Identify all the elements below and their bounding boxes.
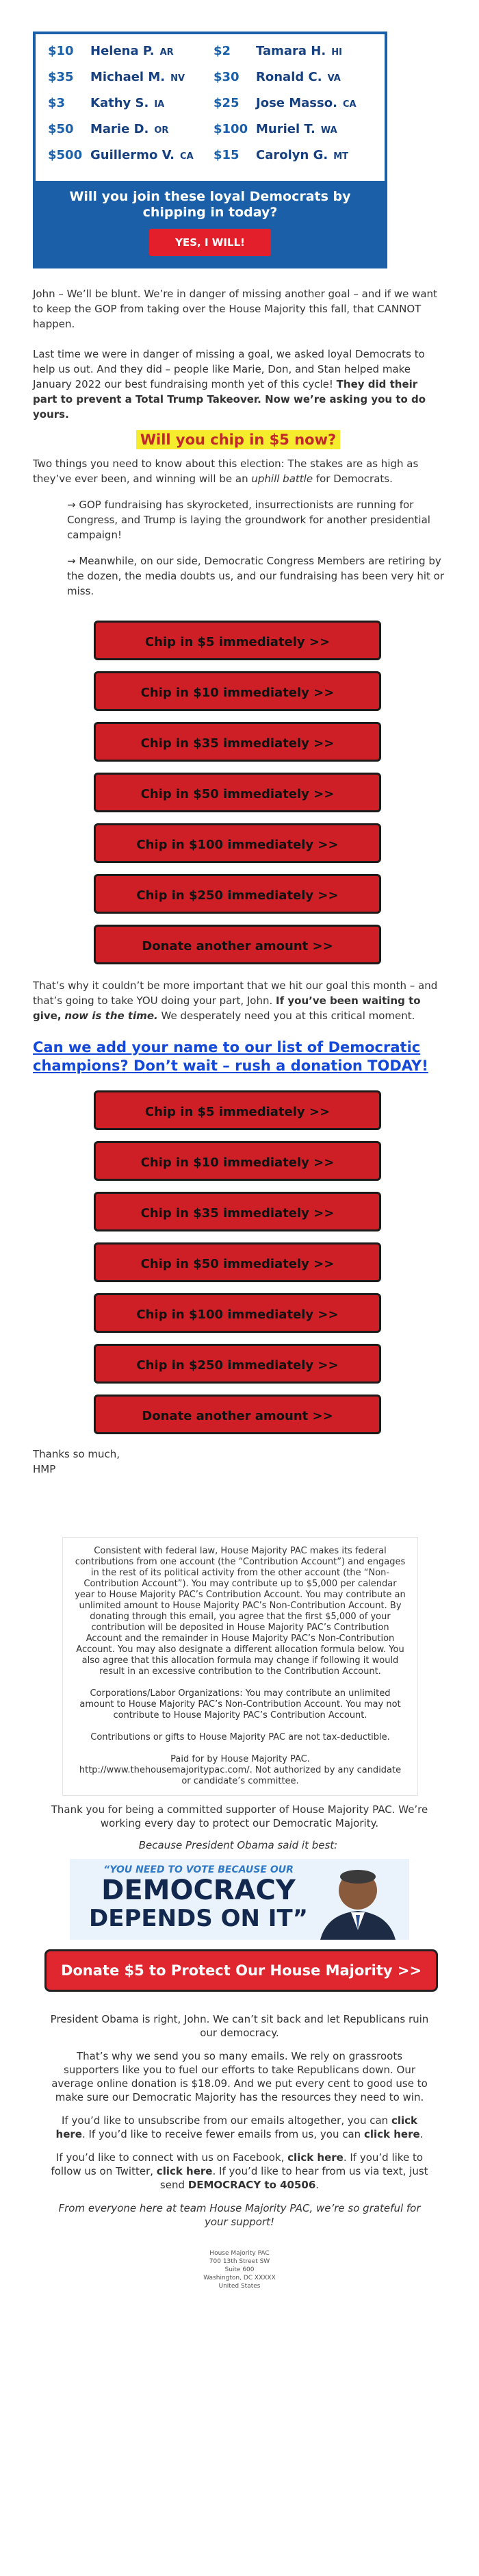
quote-line-1: “YOU NEED TO VOTE BECAUSE OUR <box>103 1864 294 1875</box>
obama-said-it-best: Because President Obama said it best: <box>138 1839 338 1851</box>
quote-text-block <box>82 1864 315 1931</box>
legal-paragraph-3: Contributions or gifts to House Majority PAC are not tax-deductible. <box>90 1732 390 1742</box>
donor-name: Muriel T. <box>256 122 315 136</box>
footer-paragraph-2: That’s why we send you so many emails. We rely on grassroots supporters like you to fuel our efforts to take Republicans down. Our average online donation is $18.09. And we put every cent to good use to make sure our Democratic Majority has the resources they need to win. <box>51 2050 428 2103</box>
bullet-democrats-retiring: → Meanwhile, on our side, Democratic Congress Members are retiring by the dozen, the media doubts us, and our fundraising has been very hit or miss. <box>67 555 445 597</box>
address-line: House Majority PAC <box>209 2250 270 2257</box>
middle-text: That’s why it couldn’t be more important that we hit our goal this month – and that’s going to take YOU doing your part, John. <box>33 979 438 1007</box>
mailing-address <box>0 2249 479 2290</box>
donor-state: VA <box>327 73 341 84</box>
connect-paragraph <box>48 2151 431 2192</box>
donor-amount: $30 <box>213 70 240 84</box>
donor-entry <box>213 148 372 174</box>
donor-state: OR <box>154 125 169 136</box>
yes-i-will-button[interactable]: YES, I WILL! <box>149 229 271 256</box>
middle-paragraph <box>33 978 443 1023</box>
address-line: 700 13th Street SW <box>209 2258 270 2265</box>
connect-text-b: . If you’d like to follow us on Twitter, <box>51 2151 423 2177</box>
intro-paragraph-3 <box>33 456 443 486</box>
unsubscribe-paragraph <box>48 2114 431 2141</box>
donation-buttons-2 <box>0 1090 479 1434</box>
chip-in-button[interactable]: Chip in $10 immediately >> <box>94 671 381 711</box>
chip-in-highlight[interactable]: Will you chip in $5 now? <box>136 430 340 449</box>
donor-entry <box>48 96 207 122</box>
donor-state: IA <box>154 99 165 110</box>
paid-for-by: Paid for by House Majority PAC. <box>170 1754 310 1764</box>
bullet-gop-fundraising: → GOP fundraising has skyrocketed, insurrectionists are running for Congress, and Trump is laying the groundwork for another presidential campaign! <box>67 499 430 541</box>
donor-state: AR <box>159 47 174 58</box>
connect-text-d: . <box>315 2179 320 2191</box>
donor-state: MT <box>333 151 349 162</box>
chip-in-button[interactable]: Chip in $50 immediately >> <box>94 773 381 812</box>
unsubscribe-link[interactable]: click here <box>55 2114 417 2140</box>
chip-in-button[interactable]: Chip in $35 immediately >> <box>94 1192 381 1231</box>
chip-in-button[interactable]: Chip in $35 immediately >> <box>94 722 381 762</box>
address-line: Suite 600 <box>224 2266 255 2273</box>
connect-text-c: . If you’d like to hear from us via text, just send <box>159 2165 428 2191</box>
donor-amount: $100 <box>213 122 248 136</box>
intro-paragraph-1: John – We’ll be blunt. We’re in danger of missing another goal – and if we want to keep the GOP from taking over the House Majority this fall, that CANNOT happen. <box>33 288 437 330</box>
signoff-thanks: Thanks so much, <box>33 1448 120 1460</box>
text-democracy-command: DEMOCRACY to 40506 <box>187 2179 316 2191</box>
donor-name: Marie D. <box>90 122 149 136</box>
legal-disclaimer <box>62 1537 418 1796</box>
donor-entry <box>48 148 207 174</box>
donor-state: NV <box>170 73 185 84</box>
donate-another-amount-button[interactable]: Donate another amount >> <box>94 1395 381 1434</box>
donor-state: WA <box>320 125 337 136</box>
donor-amount: $500 <box>48 148 83 162</box>
donor-entry <box>213 70 372 96</box>
connect-text-a: If you’d like to connect with us on Facebook, <box>56 2151 285 2164</box>
chip-in-button[interactable]: Chip in $10 immediately >> <box>94 1141 381 1181</box>
banner-call-to-action <box>36 181 385 266</box>
donor-amount: $25 <box>213 96 240 110</box>
unsub-text-a: If you’d like to unsubscribe from our emails altogether, you can <box>61 2114 389 2127</box>
fewer-emails-link[interactable]: click here <box>363 2128 420 2140</box>
donor-amount: $3 <box>48 96 66 110</box>
middle-end: We desperately need you at this critical moment. <box>161 1010 415 1022</box>
chip-in-button[interactable]: Chip in $250 immediately >> <box>94 1344 381 1384</box>
facebook-link[interactable]: click here <box>287 2151 344 2164</box>
donor-name: Kathy S. <box>90 96 149 110</box>
chip-in-button[interactable]: Chip in $5 immediately >> <box>94 621 381 660</box>
donor-entry <box>213 96 372 122</box>
now-is-the-time-text: now is the time. <box>64 1010 158 1022</box>
donor-amount: $35 <box>48 70 74 84</box>
signoff-signature: HMP <box>33 1463 56 1475</box>
footer-thanks: Thank you for being a committed supporter of House Majority PAC. We’re working every day to protect our Democratic Majority. <box>51 1803 428 1829</box>
chip-in-button[interactable]: Chip in $100 immediately >> <box>94 823 381 863</box>
intro-paragraph-2 <box>33 347 443 422</box>
legal-paragraph-1: Consistent with federal law, House Majority PAC makes its federal contributions from one account (the “Contribution Account”) and engages in the rest of its political activity from the other account (the “Non-Contribution Account”). You may contribute up to $5,000 per calendar year to House Majority PAC’s Contribution Account. You may contribute an unlimited amount to House Majority PAC’s Non-Contribution Account. By donating through this email, you agree that the first $5,000 of your contribution will be deposited in House Majority PAC’s Contribution Account and the remainder in House Majority PAC’s Non-Contribution Account. You may also designate a different allocation formula below. You also agree that this allocation formula may change if following it would result in an excessive contribution to the Contribution Account. <box>75 1546 406 1677</box>
chip-in-button[interactable]: Chip in $100 immediately >> <box>94 1293 381 1333</box>
legal-paragraph-2: Corporations/Labor Organizations: You may contribute an unlimited amount to House Majority PAC’s Non-Contribution Account. You may not contribute to House Majority PAC’s Contribution Account. <box>79 1688 401 1721</box>
unsub-text-c: . <box>419 2128 424 2140</box>
quote-line-3: DEPENDS ON IT” <box>89 1905 308 1932</box>
donation-buttons-1 <box>0 621 479 964</box>
donor-name: Jose Masso. <box>256 96 337 110</box>
chip-in-button[interactable]: Chip in $250 immediately >> <box>94 874 381 914</box>
donor-name: Guillermo V. <box>90 148 175 162</box>
intro-p3-text: Two things you need to know about this election: The stakes are as high as they’ve ever been, and winning will be an <box>33 458 419 485</box>
donor-amount: $15 <box>213 148 240 162</box>
paid-for-by-url: http://www.thehousemajoritypac.com/. Not authorized by any candidate or candidate’s committee. <box>79 1765 402 1786</box>
donor-amount: $50 <box>48 122 74 136</box>
footer-paragraph-1: President Obama is right, John. We can’t sit back and let Republicans ruin our democracy. <box>50 2013 429 2039</box>
obama-portrait-image <box>313 1862 402 1940</box>
donor-entry <box>213 122 372 148</box>
unsub-text-b: . If you’d like to receive fewer emails from us, you can <box>81 2128 361 2140</box>
donor-state: CA <box>342 99 357 110</box>
donor-grid <box>36 34 385 181</box>
donate-5-protect-majority-button[interactable]: Donate $5 to Protect Our House Majority >> <box>44 1949 438 1992</box>
intro-p2-bold: They did their part to prevent a Total Trump Takeover. Now we’re asking you to do yours. <box>33 378 426 421</box>
donor-entry <box>48 70 207 96</box>
donate-another-amount-button[interactable]: Donate another amount >> <box>94 925 381 964</box>
uphill-battle-text: uphill battle <box>251 473 313 485</box>
donor-entry <box>48 122 207 148</box>
donor-state: HI <box>331 47 342 58</box>
donor-name: Ronald C. <box>256 70 322 84</box>
address-line: United States <box>218 2283 261 2290</box>
chip-in-button[interactable]: Chip in $5 immediately >> <box>94 1090 381 1130</box>
obama-quote-banner[interactable] <box>70 1859 409 1940</box>
donor-name: Michael M. <box>90 70 166 84</box>
address-line: Washington, DC XXXXX <box>203 2275 276 2281</box>
add-your-name-link[interactable]: Can we add your name to our list of Democratic champions? Don’t wait – rush a donation TODAY! <box>33 1039 428 1074</box>
donor-amount: $10 <box>48 44 74 58</box>
twitter-link[interactable]: click here <box>156 2165 213 2177</box>
quote-line-2: DEMOCRACY <box>101 1875 296 1906</box>
intro-p3-end: for Democrats. <box>315 473 393 485</box>
donor-entry <box>48 44 207 70</box>
banner-question: Will you join these loyal Democrats by chipping in today? <box>69 189 351 220</box>
intro-p2-text: Last time we were in danger of missing a goal, we asked loyal Democrats to help us out. And they did – people like Marie, Don, and Stan helped make January 2022 our best fundraising month yet of this cycle! <box>33 348 425 390</box>
donor-name: Tamara H. <box>256 44 326 58</box>
middle-bold: If you’ve been waiting to give, <box>33 995 421 1022</box>
donor-entry <box>213 44 372 70</box>
donor-amount: $2 <box>213 44 231 58</box>
donor-state: CA <box>180 151 194 162</box>
donor-banner <box>33 32 387 268</box>
grateful-message: From everyone here at team House Majority PAC, we’re so grateful for your support! <box>58 2202 421 2228</box>
donor-name: Carolyn G. <box>256 148 328 162</box>
donor-name: Helena P. <box>90 44 155 58</box>
chip-in-button[interactable]: Chip in $50 immediately >> <box>94 1242 381 1282</box>
